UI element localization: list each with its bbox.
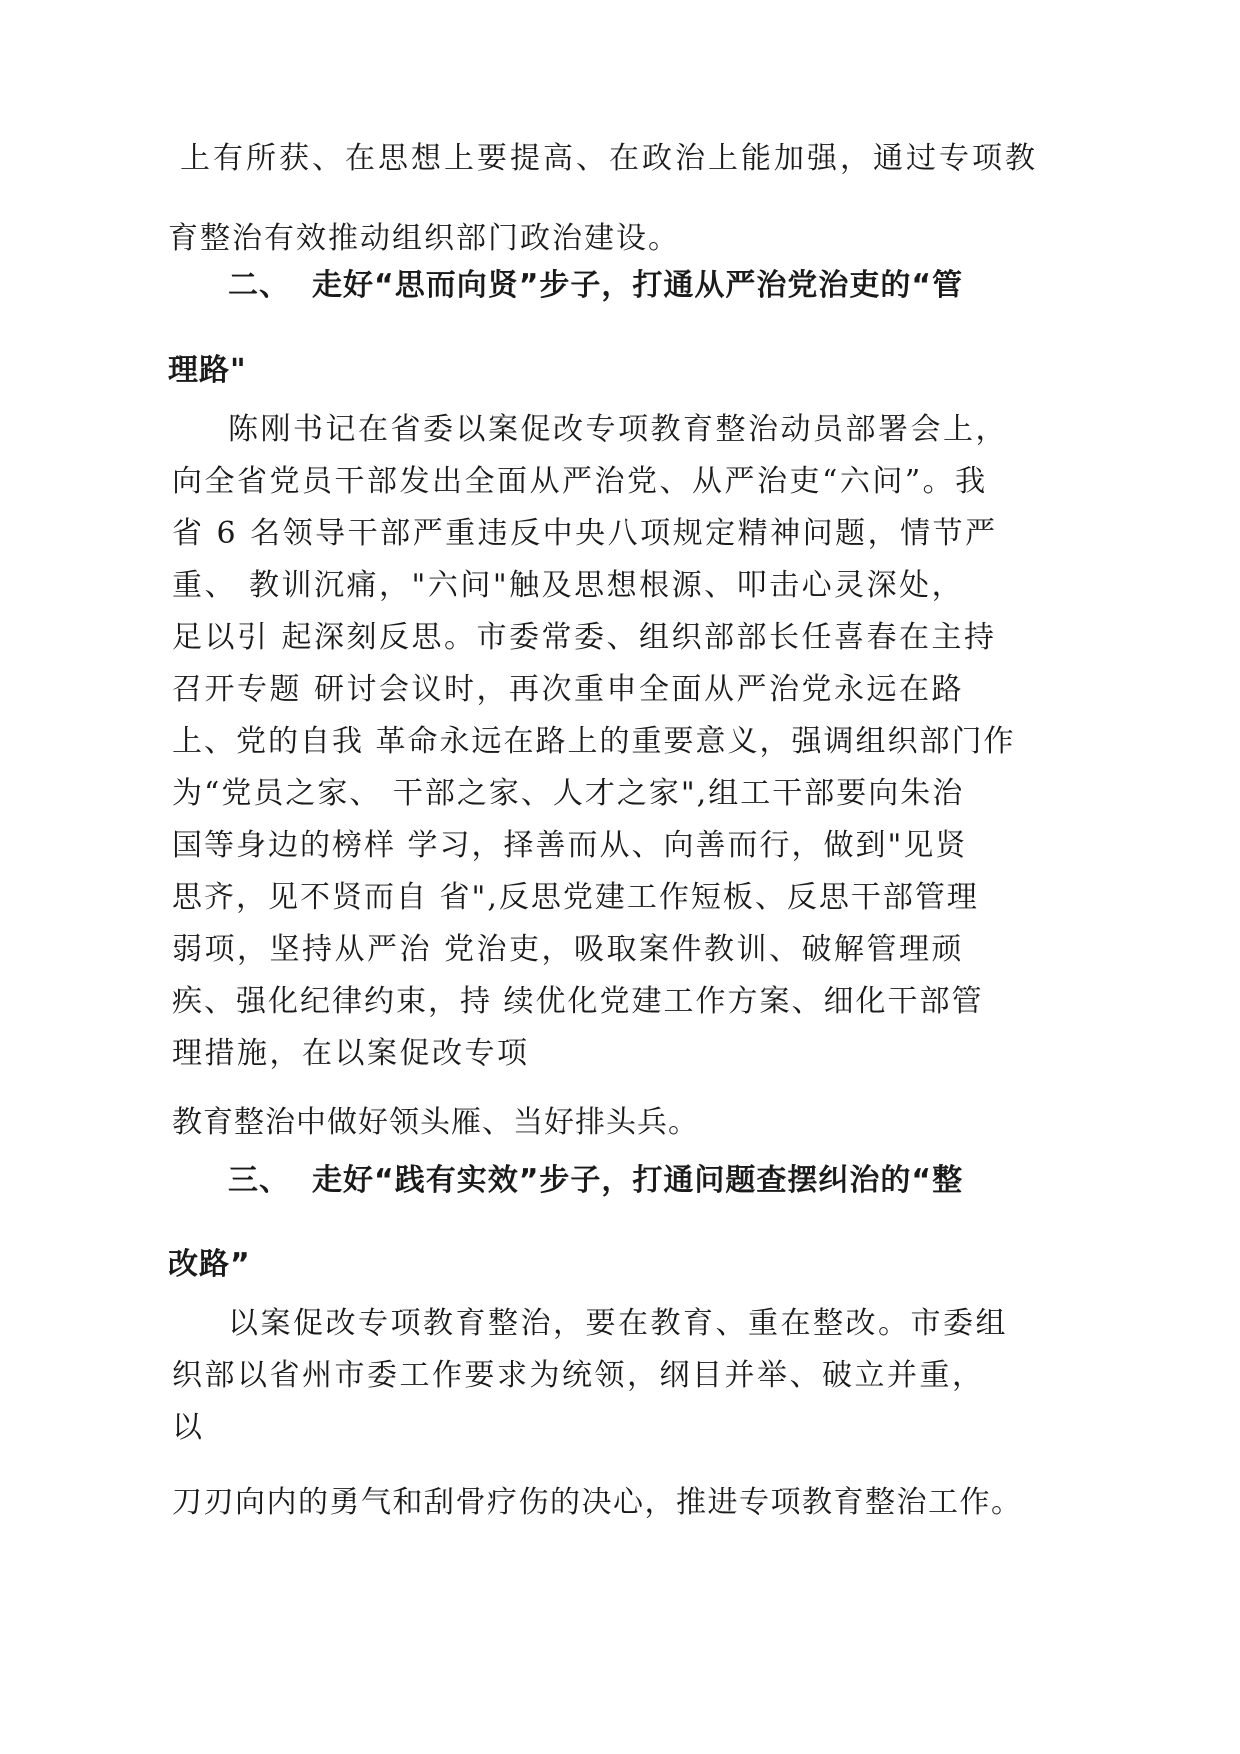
body-line: 召开专题 研讨会议时，再次重申全面从严治党永远在路 bbox=[172, 672, 965, 707]
section-2-number: 二、 bbox=[228, 268, 290, 303]
body-line: 弱项，坚持从严治 党治吏，吸取案件教训、破解管理顽 bbox=[172, 932, 965, 967]
body-line: 上、党的自我 革命永远在路上的重要意义，强调组织部门作 bbox=[172, 724, 1016, 759]
body-line: 刀刃向内的勇气和刮骨疗伤的决心，推进专项教育整治工作。 bbox=[172, 1485, 1023, 1520]
body-line: 思齐，见不贤而自 省",反思党建工作短板、反思干部管理 bbox=[172, 880, 979, 915]
body-line: 以 bbox=[172, 1410, 205, 1445]
section-3-title-line-1: 走好“践有实效”步子，打通问题查摆纠治的“整 bbox=[312, 1163, 964, 1198]
body-line: 教育整治中做好领头雁、当好排头兵。 bbox=[172, 1105, 699, 1140]
body-line: 理措施，在以案促改专项 bbox=[172, 1036, 530, 1071]
body-line: 织部以省州市委工作要求为统领，纲目并举、破立并重， bbox=[172, 1358, 985, 1393]
body-line: 重、 教训沉痛，"六问"触及思想根源、叩击心灵深处， bbox=[172, 568, 965, 603]
body-line: 国等身边的榜样 学习，择善而从、向善而行，做到"见贤 bbox=[172, 828, 968, 863]
section-3-heading bbox=[228, 1162, 963, 1200]
section-3-number: 三、 bbox=[228, 1163, 290, 1198]
body-line: 省 6 名领导干部严重违反中央八项规定精神问题，情节严 bbox=[172, 516, 998, 551]
section-2-title-line-2: 理路" bbox=[168, 353, 247, 388]
body-line: 为“党员之家、 干部之家、人才之家",组工干部要向朱治 bbox=[172, 776, 965, 811]
section-2-title-line-1: 走好“思而向贤”步子，打通从严治党治吏的“管 bbox=[312, 268, 964, 303]
body-line: 陈刚书记在省委以案促改专项教育整治动员部署会上， bbox=[228, 412, 1008, 447]
body-line: 以案促改专项教育整治，要在教育、重在整改。市委组 bbox=[228, 1306, 1008, 1341]
body-line: 疾、强化纪律约束，持 续优化党建工作方案、细化干部管 bbox=[172, 984, 984, 1019]
body-line: 足以引 起深刻反思。市委常委、组织部部长任喜春在主持 bbox=[172, 620, 997, 655]
intro-line-2: 育整治有效推动组织部门政治建设。 bbox=[168, 221, 680, 256]
body-line: 向全省党员干部发出全面从严治党、从严治吏“六问”。我 bbox=[172, 464, 988, 499]
section-3-title-line-2: 改路” bbox=[168, 1247, 251, 1282]
intro-line-1: 上有所获、在思想上要提高、在政治上能加强，通过专项教 bbox=[180, 141, 1038, 176]
section-2-heading bbox=[228, 267, 963, 305]
